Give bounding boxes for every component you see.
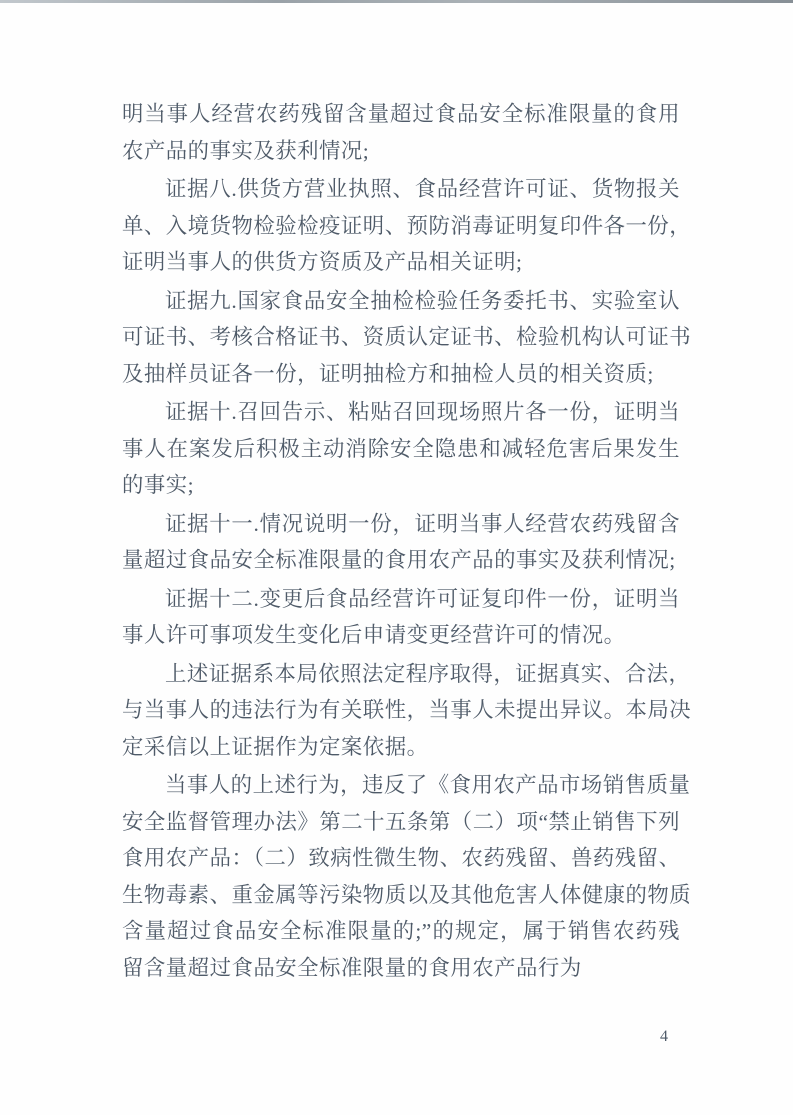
paragraph — [122, 283, 692, 393]
text-line: 当事人的上述行为，违反了《食用农产品市场销售质量 — [165, 773, 691, 797]
page-number: 4 — [660, 1028, 668, 1045]
text-block — [122, 96, 692, 986]
text-line: 生物毒素、重金属等污染物质以及其他危害人体健康的物质 — [122, 882, 692, 907]
text-line: 可证书、考核合格证书、资质认定证书、检验机构认可证书 — [122, 325, 692, 349]
text-line: 证据十一.情况说明一份，证明当事人经营农药残留含 — [165, 511, 680, 536]
text-line: 单、入境货物检验检疫证明、预防消毒证明复印件各一份， — [122, 213, 692, 238]
paragraph — [122, 767, 692, 986]
text-line: 证据八.供货方营业执照、食品经营许可证、货物报关 — [165, 177, 680, 201]
text-line: 证据十二.变更后食品经营许可证复印件一份，证明当 — [165, 586, 680, 611]
text-line: 留含量超过食品安全标准限量的食用农产品行为 — [122, 955, 582, 980]
text-line: 及抽样员证各一份，证明抽检方和抽检人员的相关资质; — [122, 361, 654, 386]
text-line: 证据九.国家食品安全抽检检验任务委托书、实验室认 — [165, 288, 680, 313]
text-line: 事人许可事项发生变化后申请变更经营许可的情况。 — [122, 623, 626, 647]
text-line: 证据十.召回告示、粘贴召回现场照片各一份，证明当 — [165, 400, 680, 424]
text-line: 上述证据系本局依照法定程序取得，证据真实、合法， — [165, 661, 691, 686]
text-line: 的事实; — [122, 473, 195, 497]
text-line: 证明当事人的供货方资质及产品相关证明; — [122, 250, 523, 274]
paragraph — [122, 96, 680, 169]
text-line: 明当事人经营农药残留含量超过食品安全标准限量的食用 — [122, 102, 680, 126]
paragraph — [122, 581, 680, 654]
paragraph — [122, 656, 692, 766]
scan-edge-line — [0, 0, 793, 3]
text-line: 食用农产品：（二）致病性微生物、农药残留、兽药残留、 — [122, 846, 681, 870]
text-line: 含量超过食品安全标准限量的;”的规定，属于销售农药残 — [122, 919, 680, 943]
text-line: 农产品的事实及获利情况; — [122, 138, 370, 163]
text-line: 事人在案发后积极主动消除安全隐患和减轻危害后果发生 — [122, 436, 680, 461]
paragraph — [122, 506, 680, 579]
text-line: 定采信以上证据作为定案依据。 — [122, 734, 429, 759]
text-line: 安全监督管理办法》第二十五条第（二）项“禁止销售下列 — [122, 809, 680, 834]
text-line: 量超过食品安全标准限量的食用农产品的事实及获利情况; — [122, 548, 676, 572]
text-line: 与当事人的违法行为有关联性，当事人未提出异议。本局决 — [122, 698, 692, 722]
paragraph — [122, 394, 680, 504]
paragraph — [122, 171, 692, 281]
